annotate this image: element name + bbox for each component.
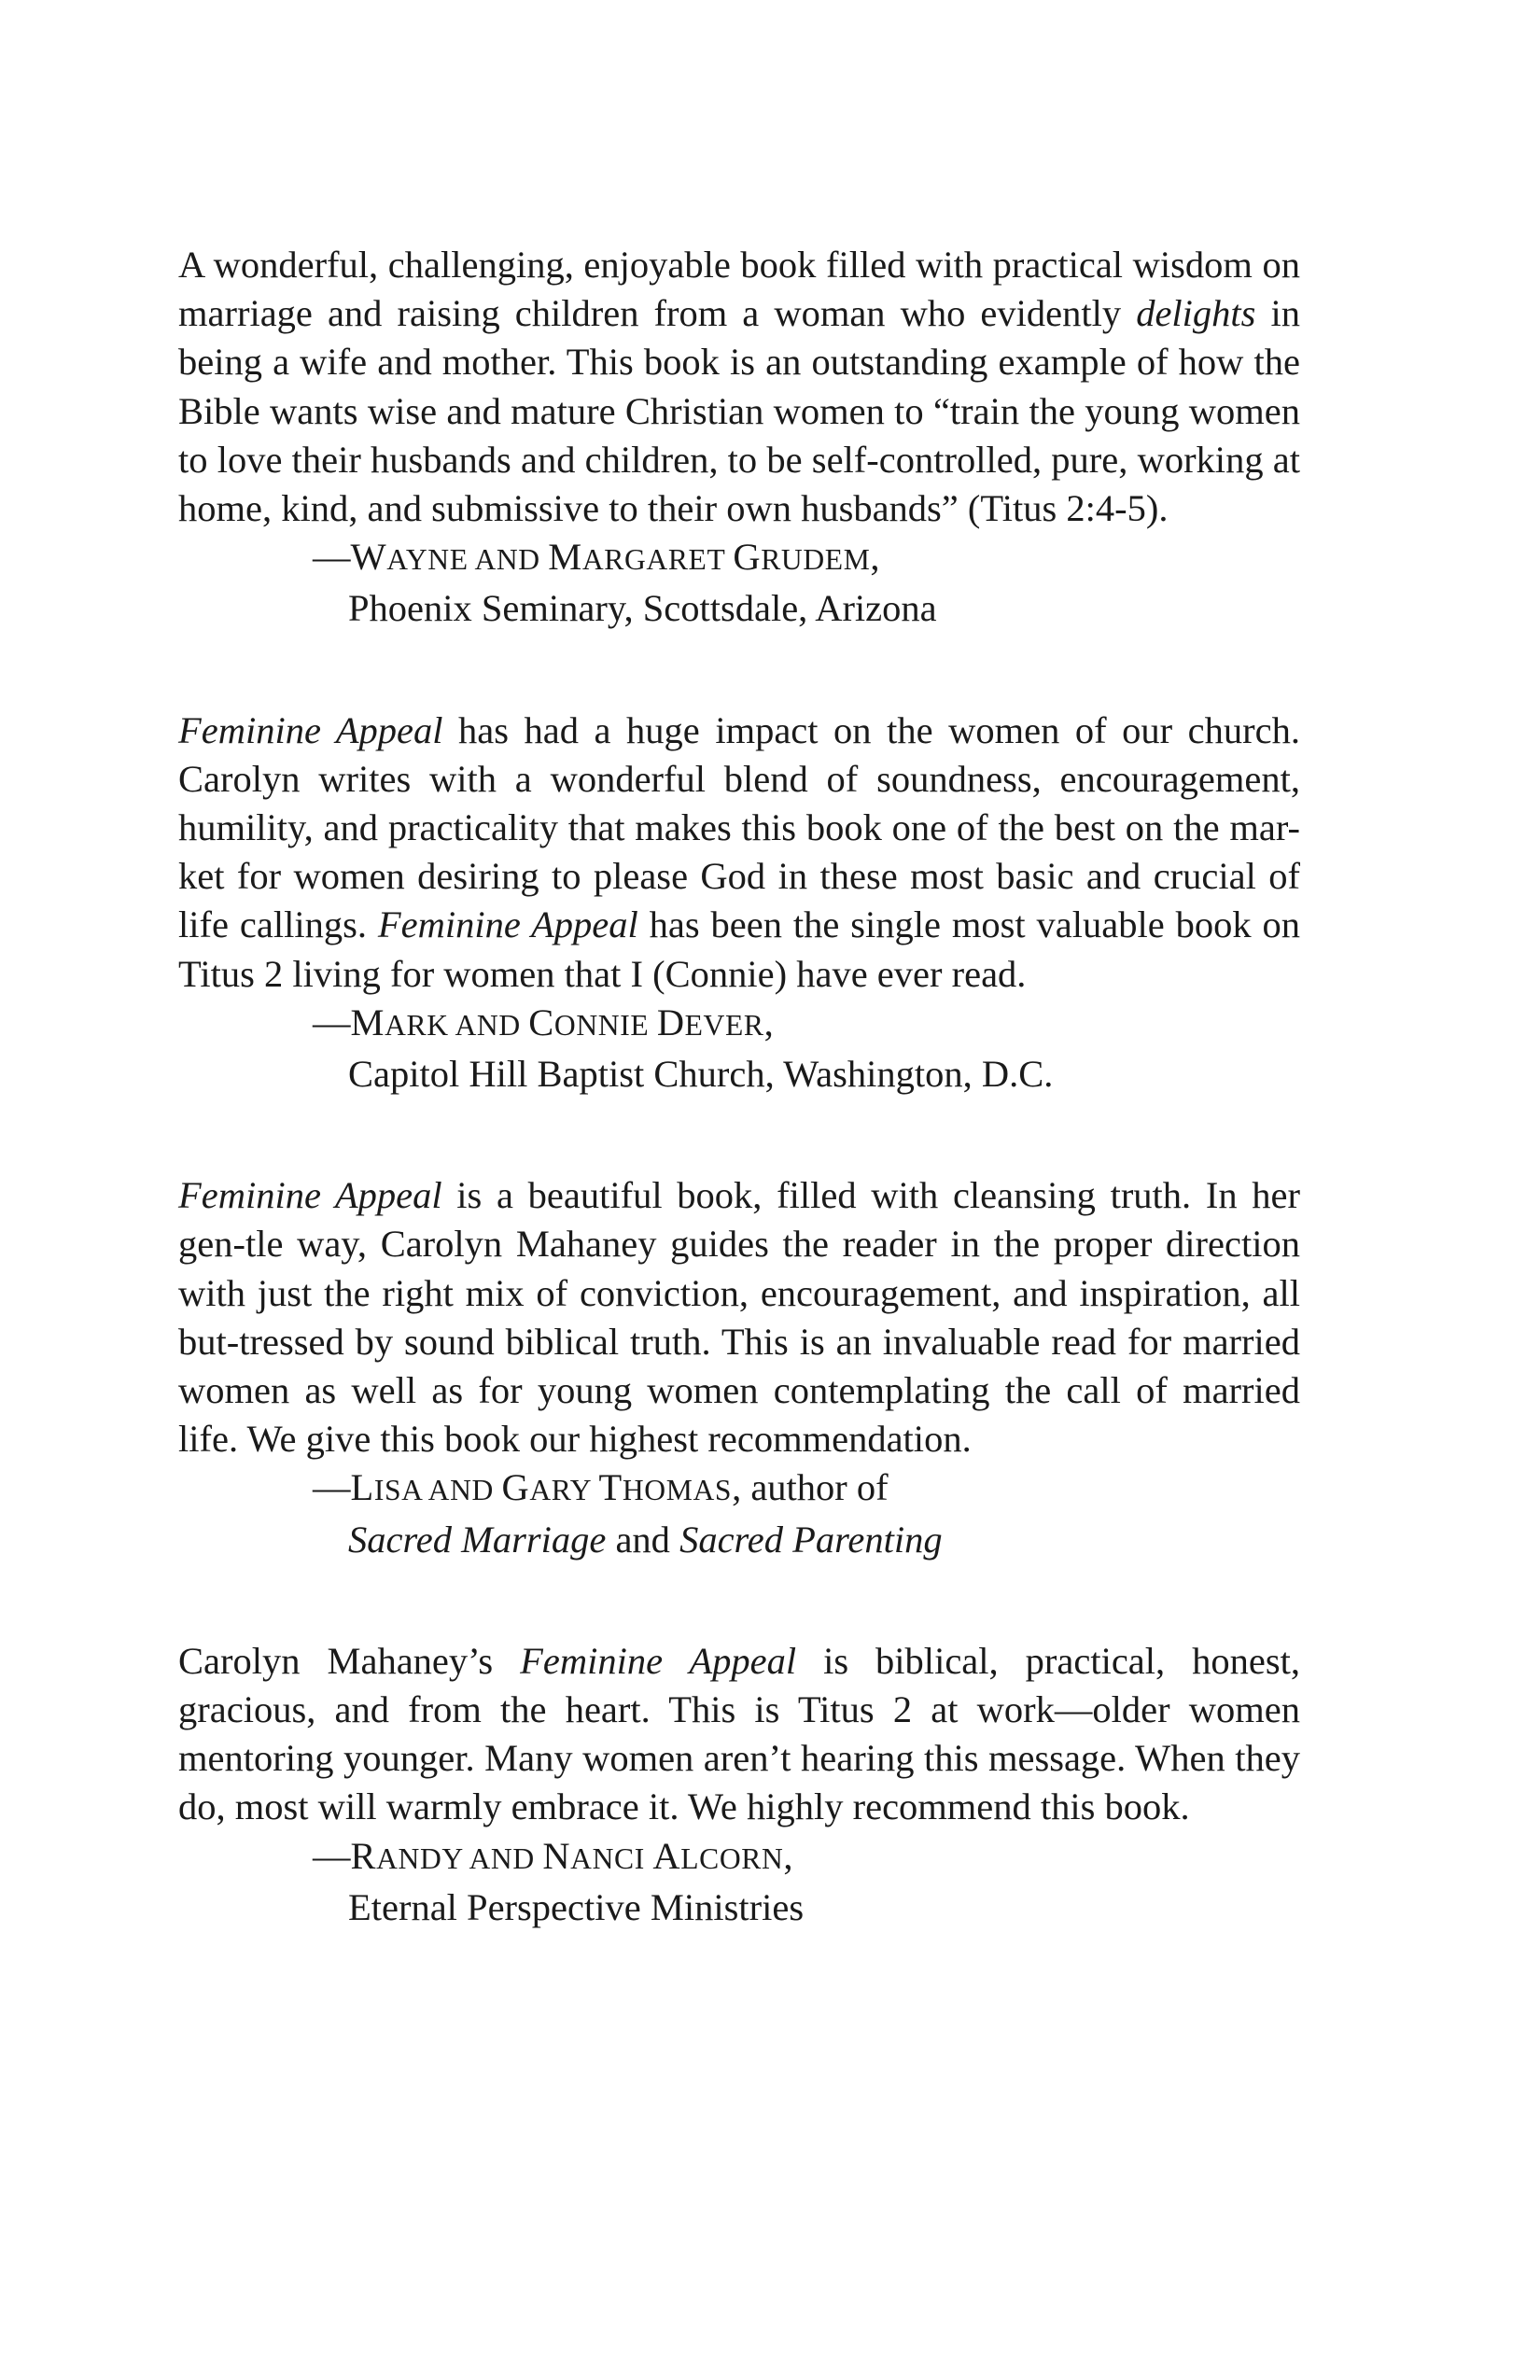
author-name: LISA AND GARY THOMAS xyxy=(350,1466,733,1509)
endorsement-quote: A wonderful, challenging, enjoyable book filled with practical wisdom on marriage and raising children from a woman who evidently delights in being a wife and mother. This book is an outstanding example of how the Bible wants wise and mature Christian women to “train the young women to love their husbands and children, to be self-controlled, pure, working at home, kind, and submissive to their own husbands” (Titus 2:4-5). xyxy=(178,244,1300,530)
endorsement-quote: Carolyn Mahaney’s Feminine Appeal is biblical, practical, honest, gracious, and from the heart. This is Titus 2 at work—older women mentoring younger. Many women aren’t hearing this message. When they do, most will warmly embrace it. We highly recommend this book. xyxy=(178,1639,1300,1828)
author-affiliation: Capitol Hill Baptist Church, Washington, D.C. xyxy=(348,1053,1054,1096)
author-name: RANDY AND NANCI ALCORN xyxy=(350,1834,784,1877)
author-name: MARK AND CONNIE DEVER xyxy=(350,1001,764,1043)
endorsement-grudem xyxy=(178,241,1300,634)
endorsement-attribution: —MARK AND CONNIE DEVER, Capitol Hill Baptist Church, Washington, D.C. xyxy=(178,999,1300,1099)
endorsement-attribution: —WAYNE AND MARGARET GRUDEM, Phoenix Seminary, Scottsdale, Arizona xyxy=(178,533,1300,633)
endorsement-attribution: —RANDY AND NANCI ALCORN, Eternal Perspective Ministries xyxy=(178,1832,1300,1932)
endorsement-quote: Feminine Appeal has had a huge impact on the women of our church. Carolyn writes with a wonderful blend of soundness, encouragement, humility, and practicality that makes this book one of the best on the mar-ket for women desiring to please God in these most basic and crucial of life callings. Feminine Appeal has been the single most valuable book on Titus 2 living for women that I (Connie) have ever read. xyxy=(178,708,1301,995)
author-name: WAYNE AND MARGARET GRUDEM xyxy=(350,536,871,579)
endorsement-alcorn xyxy=(178,1637,1300,1932)
author-affiliation: Sacred Marriage and Sacred Parenting xyxy=(348,1518,943,1561)
endorsement-attribution: —LISA AND GARY THOMAS, author of Sacred Marriage and Sacred Parenting xyxy=(178,1463,1300,1563)
endorsement-thomas xyxy=(178,1171,1300,1564)
author-affiliation: Phoenix Seminary, Scottsdale, Arizona xyxy=(348,587,937,630)
endorsement-dever xyxy=(178,707,1300,1099)
endorsement-quote: Feminine Appeal is a beautiful book, filled with cleansing truth. In her gen-tle way, Carolyn Mahaney guides the reader in the proper direction with just the right mix of conviction, encouragement, and inspiration, all but-tressed by sound biblical truth. This is an invaluable read for married women as well as for young women contemplating the call of married life. We give this book our highest recommendation. xyxy=(178,1174,1300,1461)
author-affiliation: Eternal Perspective Ministries xyxy=(348,1885,805,1928)
endorsements-page xyxy=(178,241,1300,2005)
